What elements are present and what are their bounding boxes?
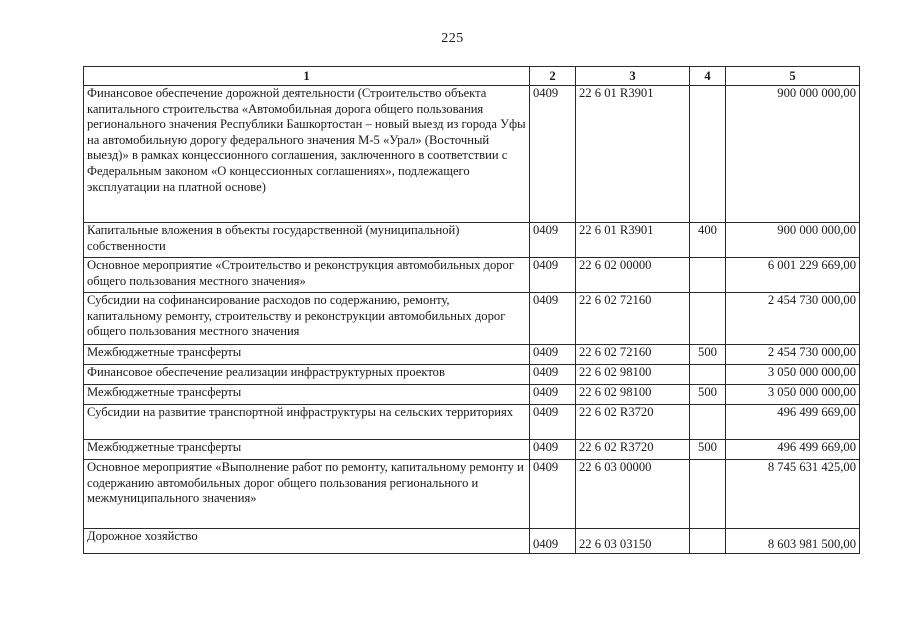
row-name: Основное мероприятие «Выполнение работ по ремонту, капитальному ремонту и содержанию автомобильных дорог общего пользования регионального и межмуниципального значения»	[84, 460, 530, 529]
row-amount: 8 603 981 500,00	[726, 529, 860, 554]
row-target-article: 22 6 03 00000	[576, 460, 690, 529]
table-row	[84, 223, 860, 258]
row-name: Основное мероприятие «Строительство и реконструкция автомобильных дорог общего пользования местного значения»	[84, 258, 530, 293]
row-name: Межбюджетные трансферты	[84, 385, 530, 405]
row-amount: 900 000 000,00	[726, 86, 860, 223]
budget-table	[83, 66, 860, 554]
row-amount: 496 499 669,00	[726, 405, 860, 440]
row-name: Субсидии на софинансирование расходов по содержанию, ремонту, капитальному ремонту, строительству и реконструкции автомобильных дорог общего пользования местного значения	[84, 293, 530, 345]
page-number: 225	[441, 31, 464, 46]
column-header-name: 1	[84, 67, 530, 86]
row-expense-type: 500	[690, 440, 726, 460]
column-header-expense-type: 4	[690, 67, 726, 86]
row-amount: 496 499 669,00	[726, 440, 860, 460]
row-section: 0409	[530, 293, 576, 345]
row-name: Межбюджетные трансферты	[84, 440, 530, 460]
row-amount: 2 454 730 000,00	[726, 293, 860, 345]
row-name: Финансовое обеспечение реализации инфраструктурных проектов	[84, 365, 530, 385]
row-target-article: 22 6 01 R3901	[576, 223, 690, 258]
row-expense-type	[690, 258, 726, 293]
row-expense-type	[690, 405, 726, 440]
column-header-amount: 5	[726, 67, 860, 86]
row-name: Финансовое обеспечение дорожной деятельности (Строительство объекта капитального строительства «Автомобильная дорога общего пользования регионального значения Республики Башкортостан – новый выезд из города Уфы на автомобильную дорогу федерального значения М-5 «Урал» (Восточный выезд)» в рамках концессионного соглашения, заключенного в соответствии с Федеральным законом «О концессионных соглашениях», подлежащего эксплуатации на платной основе)	[84, 86, 530, 223]
row-section: 0409	[530, 405, 576, 440]
table-row	[84, 405, 860, 440]
table-row	[84, 440, 860, 460]
table-row	[84, 86, 860, 223]
row-section: 0409	[530, 345, 576, 365]
row-name: Дорожное хозяйство	[84, 529, 530, 554]
column-header-target-article: 3	[576, 67, 690, 86]
row-section: 0409	[530, 460, 576, 529]
row-expense-type: 500	[690, 345, 726, 365]
table-header-row	[84, 67, 860, 86]
row-name: Межбюджетные трансферты	[84, 345, 530, 365]
row-section: 0409	[530, 440, 576, 460]
row-name: Капитальные вложения в объекты государственной (муниципальной) собственности	[84, 223, 530, 258]
row-amount: 3 050 000 000,00	[726, 385, 860, 405]
row-amount: 8 745 631 425,00	[726, 460, 860, 529]
row-target-article: 22 6 02 R3720	[576, 440, 690, 460]
row-expense-type: 500	[690, 385, 726, 405]
row-target-article: 22 6 01 R3901	[576, 86, 690, 223]
row-section: 0409	[530, 258, 576, 293]
row-amount: 6 001 229 669,00	[726, 258, 860, 293]
row-expense-type	[690, 293, 726, 345]
row-section: 0409	[530, 223, 576, 258]
table-row	[84, 385, 860, 405]
row-section: 0409	[530, 529, 576, 554]
row-section: 0409	[530, 385, 576, 405]
row-target-article: 22 6 02 00000	[576, 258, 690, 293]
row-expense-type	[690, 529, 726, 554]
row-expense-type	[690, 86, 726, 223]
row-amount: 900 000 000,00	[726, 223, 860, 258]
row-name: Субсидии на развитие транспортной инфраструктуры на сельских территориях	[84, 405, 530, 440]
table-row	[84, 258, 860, 293]
row-section: 0409	[530, 365, 576, 385]
row-amount: 2 454 730 000,00	[726, 345, 860, 365]
row-expense-type: 400	[690, 223, 726, 258]
row-section: 0409	[530, 86, 576, 223]
row-expense-type	[690, 365, 726, 385]
row-target-article: 22 6 02 R3720	[576, 405, 690, 440]
table-row	[84, 529, 860, 554]
row-target-article: 22 6 02 98100	[576, 365, 690, 385]
table-row	[84, 345, 860, 365]
table-row	[84, 460, 860, 529]
row-expense-type	[690, 460, 726, 529]
table-row	[84, 365, 860, 385]
column-header-section: 2	[530, 67, 576, 86]
row-amount: 3 050 000 000,00	[726, 365, 860, 385]
row-target-article: 22 6 02 72160	[576, 345, 690, 365]
row-target-article: 22 6 03 03150	[576, 529, 690, 554]
row-target-article: 22 6 02 98100	[576, 385, 690, 405]
row-target-article: 22 6 02 72160	[576, 293, 690, 345]
table-row	[84, 293, 860, 345]
